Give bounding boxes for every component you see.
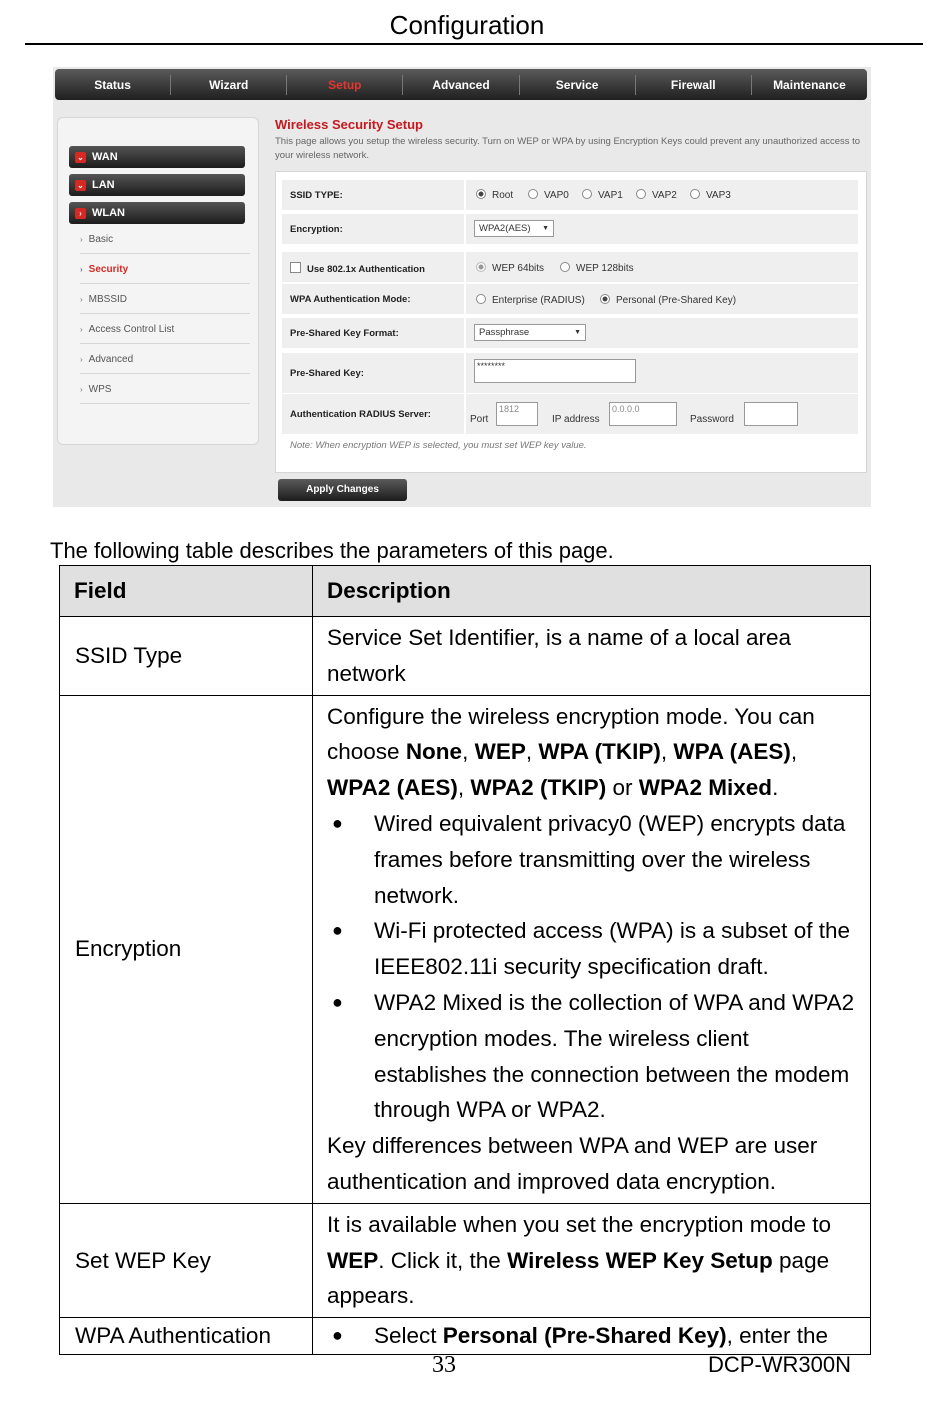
sidebar-group-lan[interactable] [69, 174, 245, 196]
router-screenshot [53, 67, 871, 507]
description-cell [313, 1318, 871, 1355]
ssid-vap3-radio[interactable]: VAP3 [690, 189, 731, 201]
ssid-vap0-radio[interactable]: VAP0 [528, 189, 569, 201]
sidebar-item-label: Security [88, 264, 129, 275]
arrow-icon: › [80, 325, 83, 334]
field-cell: SSID Type [60, 617, 313, 696]
bullet-item: ● Select Personal (Pre-Shared Key), enter the [327, 1318, 856, 1354]
wpa-auth-options [464, 284, 858, 314]
chevron-down-icon: ⌄ [75, 180, 86, 191]
row-ssid-type [282, 180, 858, 210]
sidebar-item-label: Access Control List [88, 324, 175, 335]
security-form [275, 171, 867, 473]
field-cell: Encryption [60, 695, 313, 1203]
field-cell: WPA Authentication [60, 1318, 313, 1355]
psk-format-label: Pre-Shared Key Format: [290, 328, 399, 339]
intro-text: The following table describes the parameters of this page. [50, 538, 614, 563]
sidebar-item-security[interactable] [80, 264, 250, 284]
sidebar-item-label: Advanced [88, 354, 134, 365]
page-number: 33 [432, 1352, 456, 1378]
row-psk [282, 353, 858, 393]
chevron-down-icon: ⌄ [75, 152, 86, 163]
checkbox-icon [290, 262, 301, 273]
sidebar-item-label: Basic [88, 234, 114, 245]
bullet-item: ● Wired equivalent privacy0 (WEP) encrypts data frames before transmitting over the wireless network. [327, 806, 856, 913]
section-title: Wireless Security Setup [275, 117, 423, 132]
wpa-auth-mode-label: WPA Authentication Mode: [290, 294, 411, 305]
port-label: Port [470, 414, 489, 425]
sidebar-group-label: WAN [92, 151, 118, 163]
dropdown-arrow-icon: ▼ [574, 329, 581, 336]
sidebar-group-wlan[interactable] [69, 202, 245, 224]
ssid-root-radio[interactable]: Root [476, 189, 513, 201]
sidebar-item-wps[interactable] [80, 384, 250, 404]
nav-maintenance[interactable]: Maintenance [773, 77, 846, 92]
wep-64-radio[interactable]: WEP 64bits [476, 262, 544, 274]
port-input[interactable]: 1812 [496, 402, 538, 426]
table-header-row [60, 566, 871, 617]
encryption-select[interactable]: WPA2(AES) ▼ [474, 220, 554, 237]
nav-wizard[interactable]: Wizard [209, 77, 249, 92]
psk-format-select[interactable]: Passphrase ▼ [474, 324, 586, 341]
wep-note: Note: When encryption WEP is selected, you must set WEP key value. [290, 440, 587, 451]
nav-service[interactable]: Service [555, 77, 599, 92]
sidebar-group-label: WLAN [92, 207, 125, 219]
apply-changes-button[interactable]: Apply Changes [278, 479, 407, 501]
nav-setup[interactable]: Setup [328, 77, 362, 92]
psk-label: Pre-Shared Key: [290, 368, 364, 379]
chevron-right-icon: › [75, 208, 86, 219]
sidebar-item-label: MBSSID [88, 294, 128, 305]
row-wpa-auth-mode [282, 284, 858, 314]
table-row [60, 695, 871, 1203]
parameter-table [59, 565, 871, 1355]
header-rule [25, 43, 923, 45]
sidebar-item-advanced[interactable] [80, 354, 250, 374]
personal-psk-radio[interactable]: Personal (Pre-Shared Key) [600, 294, 736, 306]
ssid-vap1-radio[interactable]: VAP1 [582, 189, 623, 201]
top-nav [55, 69, 867, 100]
section-description: This page allows you setup the wireless security. Turn on WEP or WPA by using Encryption Keys could prevent any unauthorized access to your wireless network. [275, 136, 861, 161]
encryption-label: Encryption: [290, 224, 343, 235]
enterprise-radius-radio[interactable]: Enterprise (RADIUS) [476, 294, 585, 306]
psk-cell [464, 353, 858, 393]
row-psk-format [282, 318, 858, 348]
table-row [60, 1203, 871, 1317]
use-8021x-checkbox[interactable]: Use 802.1x Authentication [290, 262, 425, 275]
header-field: Field [60, 566, 313, 617]
ssid-type-label: SSID TYPE: [290, 190, 343, 201]
sidebar-item-basic[interactable] [80, 234, 250, 254]
sidebar [57, 117, 259, 445]
page-header: Configuration [389, 10, 545, 40]
nav-status[interactable]: Status [94, 77, 131, 92]
bullet-item: ● Wi-Fi protected access (WPA) is a subset of the IEEE802.11i security specification draft. [327, 913, 856, 985]
dropdown-arrow-icon: ▼ [542, 225, 549, 232]
encryption-closing: Key differences between WPA and WEP are user authentication and improved data encryption. [327, 1133, 818, 1194]
arrow-icon: › [80, 355, 83, 364]
encryption-intro: Configure the wireless encryption mode. You can choose None, WEP, WPA (TKIP), WPA (AES), WPA2 (AES), WPA2 (TKIP) or WPA2 Mixed. [327, 703, 815, 801]
arrow-icon: › [80, 265, 83, 274]
radius-server-label: Authentication RADIUS Server: [290, 409, 431, 420]
encryption-value-cell [464, 214, 858, 244]
ip-address-input[interactable]: 0.0.0.0 [609, 402, 677, 426]
nav-firewall[interactable]: Firewall [670, 77, 716, 92]
sidebar-item-mbssid[interactable] [80, 294, 250, 314]
ssid-type-options [464, 180, 858, 210]
nav-advanced[interactable]: Advanced [432, 77, 490, 92]
sidebar-group-label: LAN [92, 179, 115, 191]
table-row [60, 1318, 871, 1355]
row-encryption [282, 214, 858, 244]
arrow-icon: › [80, 235, 83, 244]
table-row [60, 617, 871, 696]
psk-format-cell [464, 318, 858, 348]
description-cell: It is available when you set the encryption mode to WEP. Click it, the Wireless WEP Key Setup page appears. [313, 1203, 871, 1317]
wep-128-radio[interactable]: WEP 128bits [560, 262, 634, 274]
description-cell: Service Set Identifier, is a name of a local area network [313, 617, 871, 696]
description-cell [313, 695, 871, 1203]
model-name: DCP-WR300N [708, 1352, 852, 1377]
field-cell: Set WEP Key [60, 1203, 313, 1317]
ssid-vap2-radio[interactable]: VAP2 [636, 189, 677, 201]
bullet-item: ● WPA2 Mixed is the collection of WPA and WPA2 encryption modes. The wireless client establishes the connection between the modem through WPA or WPA2. [327, 985, 856, 1128]
arrow-icon: › [80, 295, 83, 304]
row-8021x [282, 252, 858, 282]
password-label: Password [690, 414, 734, 425]
row-radius [282, 394, 858, 434]
wep-bits-cell [464, 252, 858, 282]
sidebar-item-access-control-list[interactable] [80, 324, 250, 344]
arrow-icon: › [80, 385, 83, 394]
header-description: Description [313, 566, 871, 617]
sidebar-item-label: WPS [88, 384, 112, 395]
password-input[interactable] [744, 402, 798, 426]
psk-input[interactable]: ******** [474, 359, 636, 383]
sidebar-group-wan[interactable] [69, 146, 245, 168]
ip-address-label: IP address [552, 414, 600, 425]
radius-cell [464, 394, 858, 434]
